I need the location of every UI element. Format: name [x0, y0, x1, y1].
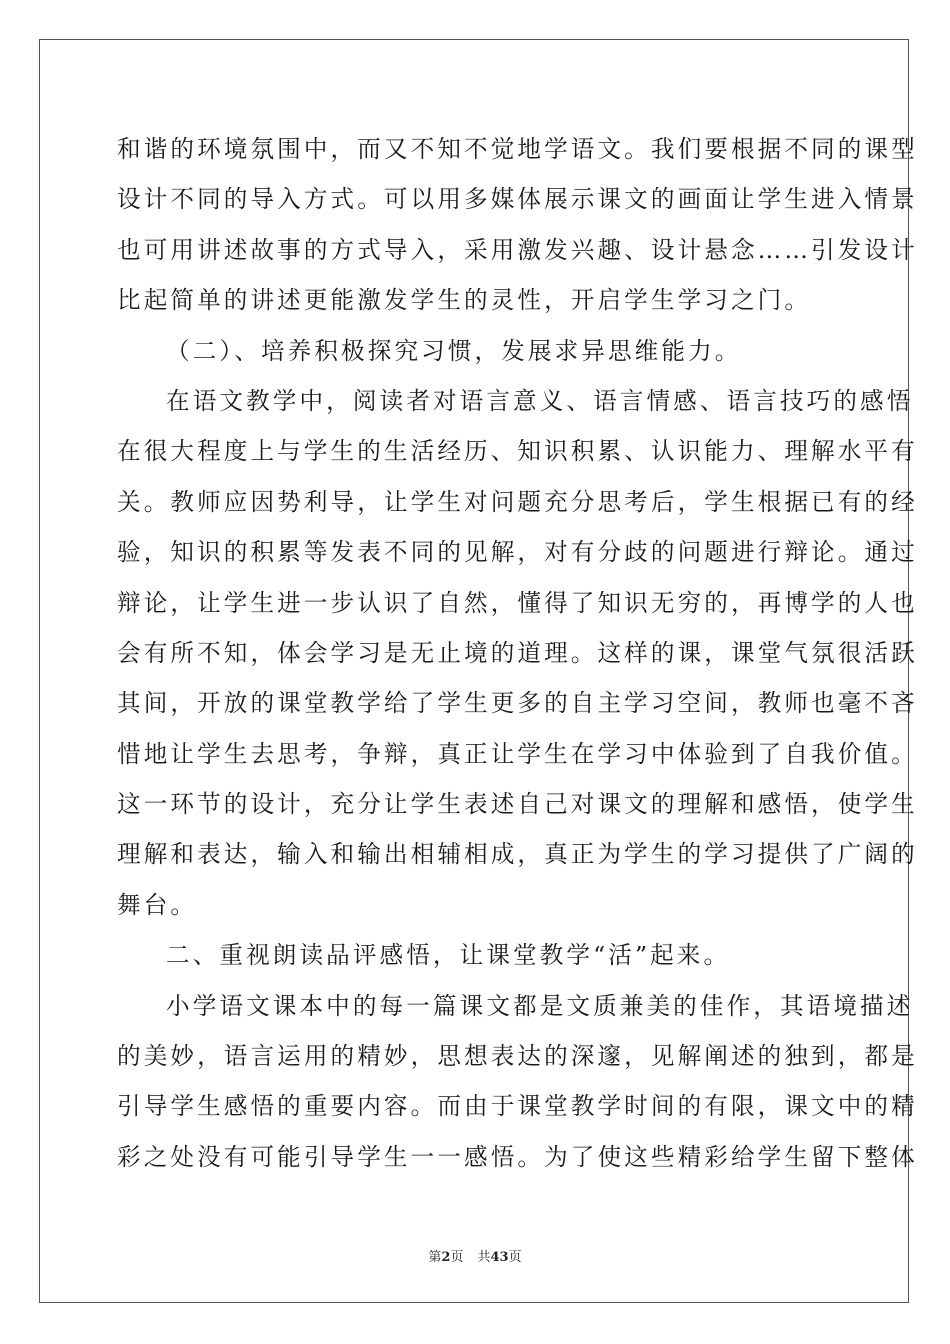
page-footer: [0, 1246, 950, 1265]
text-line: （二）、培养积极探究习惯，发展求异思维能力。: [166, 336, 742, 365]
text-line: 也可用讲述故事的方式导入，采用激发兴趣、设计悬念……引发设计: [117, 235, 918, 264]
text-line: 二、重视朗读品评感悟，让课堂教学“活”起来。: [166, 941, 731, 970]
text-line: 在语文教学中，阅读者对语言意义、语言情感、语言技巧的感悟: [166, 386, 914, 415]
footer-page-suffix: 页: [450, 1250, 464, 1265]
text-line: 会有所不知，体会学习是无止境的道理。这样的课，课堂气氛很活跃: [117, 638, 918, 667]
text-line: 关。教师应因势利导，让学生对问题充分思考后，学生根据已有的经: [117, 487, 918, 516]
text-line: 设计不同的导入方式。可以用多媒体展示课文的画面让学生进入情景: [117, 185, 918, 214]
text-line: 引导学生感悟的重要内容。而由于课堂教学时间的有限，课文中的精: [117, 1092, 918, 1121]
text-line: 在很大程度上与学生的生活经历、知识积累、认识能力、理解水平有: [117, 437, 918, 466]
footer-total-pages: 43: [490, 1250, 509, 1265]
footer-page-number: 2: [441, 1250, 451, 1265]
text-line: 舞台。: [117, 890, 198, 919]
footer-total-suffix: 页: [508, 1250, 522, 1265]
text-line: 的美妙，语言运用的精妙，思想表达的深邃，见解阐述的独到，都是: [117, 1042, 918, 1071]
text-line: 验，知识的积累等发表不同的见解，对有分歧的问题进行辩论。通过: [117, 538, 918, 567]
text-line: 辩论，让学生进一步认识了自然，懂得了知识无穷的，再博学的人也: [117, 588, 918, 617]
footer-total-prefix: 共: [477, 1250, 491, 1265]
text-line: 这一环节的设计，充分让学生表述自己对课文的理解和感悟，使学生: [117, 790, 918, 819]
text-line: 和谐的环境氛围中，而又不知不觉地学语文。我们要根据不同的课型: [117, 135, 918, 163]
document-body: [117, 124, 918, 1182]
text-line: 理解和表达，输入和输出相辅相成，真正为学生的学习提供了广阔的: [117, 840, 918, 869]
text-line: 惜地让学生去思考，争辩，真正让学生在学习中体验到了自我价值。: [117, 739, 918, 768]
footer-page-prefix: 第: [428, 1250, 442, 1265]
text-line: 其间，开放的课堂教学给了学生更多的自主学习空间，教师也毫不吝: [117, 689, 918, 718]
text-line: 彩之处没有可能引导学生一一感悟。为了使这些精彩给学生留下整体: [117, 1142, 918, 1171]
text-line: 比起简单的讲述更能激发学生的灵性，开启学生学习之门。: [117, 286, 812, 315]
text-line: 小学语文课本中的每一篇课文都是文质兼美的佳作，其语境描述: [166, 991, 914, 1020]
